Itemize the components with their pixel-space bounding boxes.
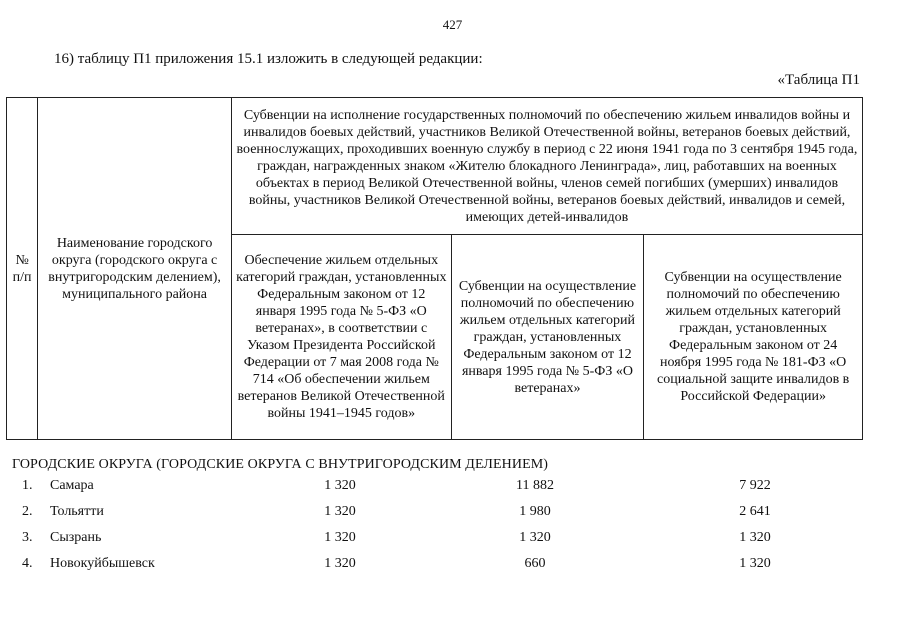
table-header: [6, 97, 863, 440]
row-value-1: 1 320: [324, 478, 356, 493]
table-row: [0, 478, 905, 504]
table-row: [0, 556, 905, 582]
row-value-1: 1 320: [324, 504, 356, 519]
row-name: Тольятти: [50, 504, 104, 519]
header-sub3: Субвенции на осуществление полномочий по обеспечению жильем отдельных категорий граждан, установленных Федеральным законом от 24 ноября 1995 года № 181-ФЗ «О социальной защите инвалидов в Российской Федерации»: [644, 235, 863, 440]
row-number: 1.: [22, 478, 33, 493]
header-name: Наименование городского округа (городского округа с внутригородским делением), муниципального района: [38, 98, 232, 440]
data-rows: [0, 478, 905, 582]
row-value-3: 2 641: [739, 504, 771, 519]
row-name: Самара: [50, 478, 94, 493]
row-value-2: 660: [524, 556, 546, 571]
table-caption: «Таблица П1: [777, 72, 860, 88]
intro-text: 16) таблицу П1 приложения 15.1 изложить в следующей редакции:: [54, 51, 483, 67]
header-num: № п/п: [7, 98, 38, 440]
table-row: [0, 530, 905, 556]
header-sub1: Обеспечение жильем отдельных категорий граждан, установленных Федеральным законом от 12 января 1995 года № 5-ФЗ «О ветеранах», в соответствии с Указом Президента Российской Федерации от 7 мая 2008 года № 714 «Об обеспечении жильем ветеранов Великой Отечественной войны 1941–1945 годов»: [231, 235, 451, 440]
row-value-2: 1 320: [519, 530, 551, 545]
row-name: Новокуйбышевск: [50, 556, 155, 571]
row-value-2: 1 980: [519, 504, 551, 519]
row-value-3: 1 320: [739, 530, 771, 545]
section-title: ГОРОДСКИЕ ОКРУГА (ГОРОДСКИЕ ОКРУГА С ВНУТРИГОРОДСКИМ ДЕЛЕНИЕМ): [12, 457, 549, 472]
row-value-1: 1 320: [324, 556, 356, 571]
row-number: 3.: [22, 530, 33, 545]
page-number: 427: [442, 17, 463, 32]
row-number: 2.: [22, 504, 33, 519]
header-subventions: Субвенции на исполнение государственных полномочий по обеспечению жильем инвалидов войны и инвалидов боевых действий, участников Великой Отечественной войны, ветеранов боевых действий, военнослужащих, проходивших военную службу в период с 22 июня 1941 года по 3 сентября 1945 года, граждан, награжденных знаком «Жителю блокадного Ленинграда», лиц, работавших на военных объектах в период Великой Отечественной войны, членов семей погибших (умерших) инвалидов войны, участников Великой Отечественной войны, ветеранов боевых действий, инвалидов и семей, имеющих детей-инвалидов: [231, 98, 862, 235]
row-name: Сызрань: [50, 530, 102, 545]
row-value-1: 1 320: [324, 530, 356, 545]
header-sub2: Субвенции на осуществление полномочий по обеспечению жильем отдельных категорий граждан, установленных Федеральным законом от 12 января 1995 года № 5-ФЗ «О ветеранах»: [451, 235, 644, 440]
row-value-3: 7 922: [739, 478, 771, 493]
row-value-3: 1 320: [739, 556, 771, 571]
row-number: 4.: [22, 556, 33, 571]
table-row: [0, 504, 905, 530]
row-value-2: 11 882: [516, 478, 554, 493]
